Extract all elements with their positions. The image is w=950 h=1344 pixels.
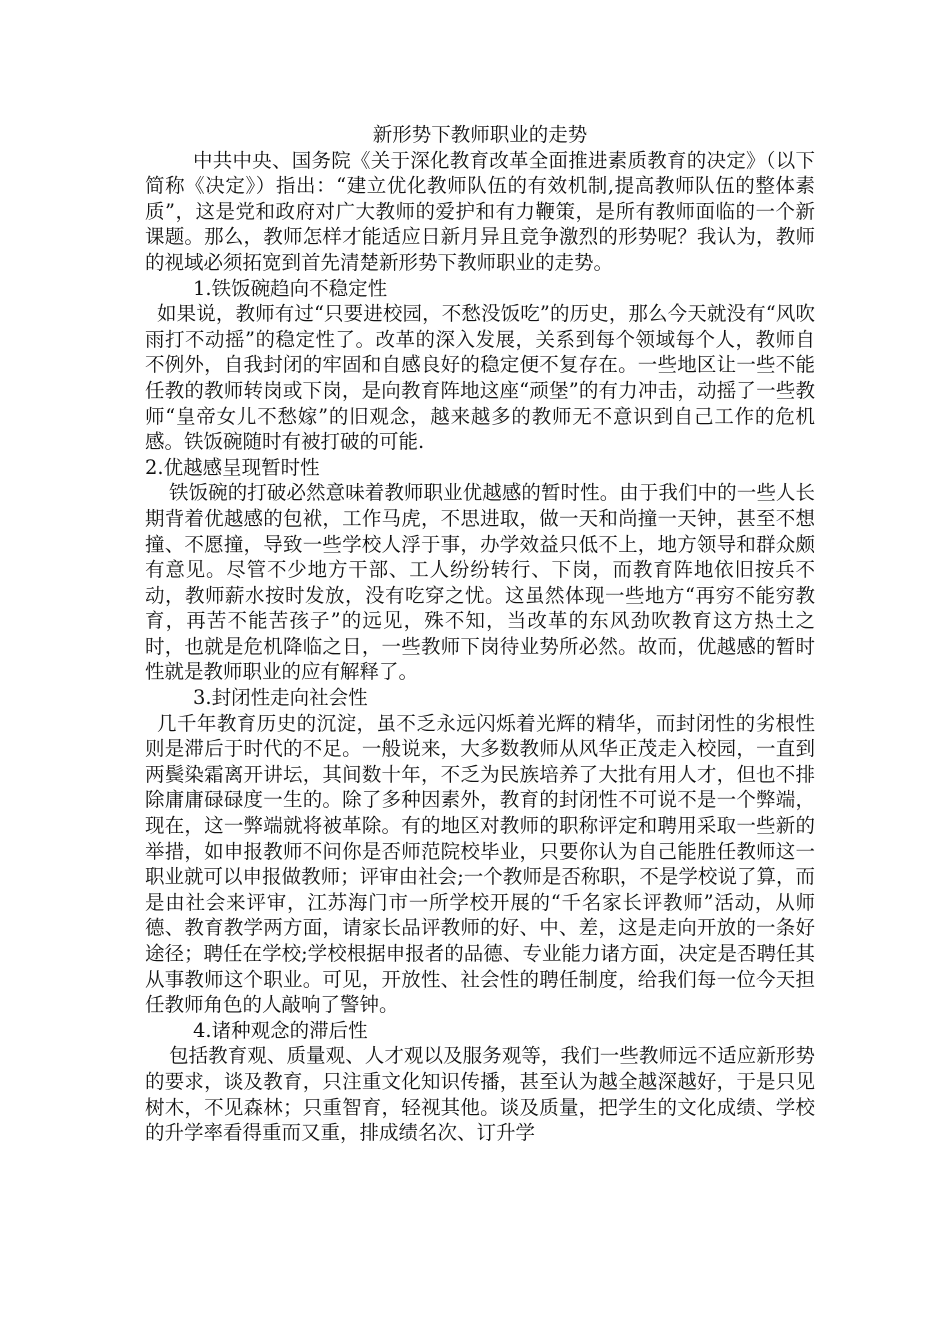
section-1-body: 如果说，教师有过“只要进校园，不愁没饭吃”的历史，那么今天就没有“风吹雨打不动摇”的稳定性了。改革的深入发展，关系到每个领域每个人，教师自不例外，自我封闭的牢固和自感良好的稳定便不复存在。一些地区让一些不能任教的教师转岗或下岗，是向教育阵地这座“顽堡”的有力冲击，动摇了一些教师“皇帝女儿不愁嫁”的旧观念，越来越多的教师无不意识到自己工作的危机感。铁饭碗随时有被打破的可能. xyxy=(145,302,815,454)
document-page xyxy=(145,122,815,1146)
intro-paragraph: 中共中央、国务院《关于深化教育改革全面推进素质教育的决定》（以下简称《决定》）指出：“建立优化教师队伍的有效机制,提高教师队伍的整体素质”，这是党和政府对广大教师的爱护和有力鞭策，是所有教师面临的一个新课题。那么，教师怎样才能适应日新月异且竞争激烈的形势呢？我认为，教师的视域必须拓宽到首先清楚新形势下教师职业的走势。 xyxy=(145,148,815,274)
section-3-body: 几千年教育历史的沉淀，虽不乏永远闪烁着光辉的精华，而封闭性的劣根性则是滞后于时代的不足。一般说来，大多数教师从风华正茂走入校园，一直到两鬓染霜离开讲坛，其间数十年，不乏为民族培养了大批有用人才，但也不排除庸庸碌碌度一生的。除了多种因素外，教育的封闭性不可说不是一个弊端，现在，这一弊端就将被革除。有的地区对教师的职称评定和聘用采取一些新的举措，如申报教师不问你是否师范院校毕业，只要你认为自己能胜任教师这一职业就可以申报做教师；评审由社会;一个教师是否称职，不是学校说了算，而是由社会来评审，江苏海门市一所学校开展的“千名家长评教师”活动，从师德、教育教学两方面，请家长品评教师的好、中、差，这是走向开放的一条好途径；聘任在学校;学校根据申报者的品德、专业能力诸方面，决定是否聘任其从事教师这个职业。可见，开放性、社会性的聘任制度，给我们每一位今天担任教师角色的人敲响了警钟。 xyxy=(145,711,815,1017)
section-4-body: 包括教育观、质量观、人才观以及服务观等，我们一些教师远不适应新形势的要求，谈及教育，只注重文化知识传播，甚至认为越全越深越好，于是只见树木，不见森林；只重智育，轻视其他。谈及质量，把学生的文化成绩、学校的升学率看得重而又重，排成绩名次、订升学 xyxy=(145,1044,815,1145)
document-title: 新形势下教师职业的走势 xyxy=(372,123,588,146)
section-2-heading: 2.优越感呈现暂时性 xyxy=(145,455,320,479)
section-4-heading: 4.诸种观念的滞后性 xyxy=(193,1018,368,1042)
section-2-body: 铁饭碗的打破必然意味着教师职业优越感的暂时性。由于我们中的一些人长期背着优越感的包袱，工作马虎，不思进取，做一天和尚撞一天钟，甚至不想撞、不愿撞，导致一些学校人浮于事，办学效益只低不上，地方领导和群众颇有意见。尽管不少地方干部、工人纷纷转行、下岗，而教育阵地依旧按兵不动，教师薪水按时发放，没有吃穿之忧。这虽然体现一些地方“再穷不能穷教育，再苦不能苦孩子”的远见，殊不知，当改革的东风劲吹教育这方热土之时，也就是危机降临之日，一些教师下岗待业势所必然。故而，优越感的暂时性就是教师职业的应有解释了。 xyxy=(145,481,815,684)
section-3-heading: 3.封闭性走向社会性 xyxy=(193,686,368,710)
section-1-heading: 1.铁饭碗趋向不稳定性 xyxy=(193,276,388,300)
